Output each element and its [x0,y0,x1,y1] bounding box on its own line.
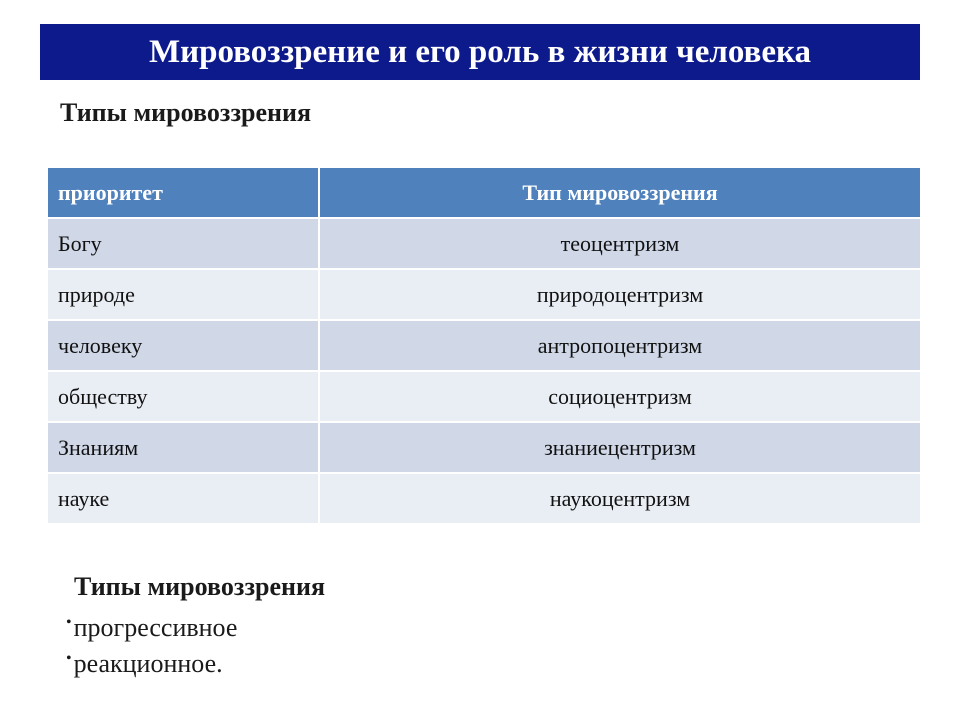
worldview-cell: природоцентризм [320,270,920,321]
worldview-cell: социоцентризм [320,372,920,423]
list-item [66,646,237,682]
priority-cell: обществу [48,372,320,423]
table-row [48,372,920,423]
bullet-icon: • [66,650,72,667]
worldview-table [48,168,920,525]
priority-cell: человеку [48,321,320,372]
worldview-cell: наукоцентризм [320,474,920,525]
table-row [48,270,920,321]
header-priority: приоритет [48,168,320,219]
list-item [66,610,237,646]
worldview-cell: знаниецентризм [320,423,920,474]
kinds-title: Типы мировоззрения [74,572,326,601]
table-row [48,321,920,372]
list-item-label: реакционное. [73,649,223,678]
list-item-label: прогрессивное [73,613,238,642]
priority-cell: природе [48,270,320,321]
table-header-row [48,168,920,219]
table-row [48,219,920,270]
priority-cell: Знаниям [48,423,320,474]
table-row [48,423,920,474]
bullet-icon: • [66,614,72,631]
slide-subtitle: Типы мировоззрения [60,98,312,127]
title-bar [40,24,920,80]
slide-title: Мировоззрение и его роль в жизни человека [148,33,812,70]
header-worldview-type: Тип мировоззрения [320,168,920,219]
kinds-list [66,610,237,682]
worldview-cell: теоцентризм [320,219,920,270]
priority-cell: науке [48,474,320,525]
priority-cell: Богу [48,219,320,270]
worldview-cell: антропоцентризм [320,321,920,372]
table-row [48,474,920,525]
